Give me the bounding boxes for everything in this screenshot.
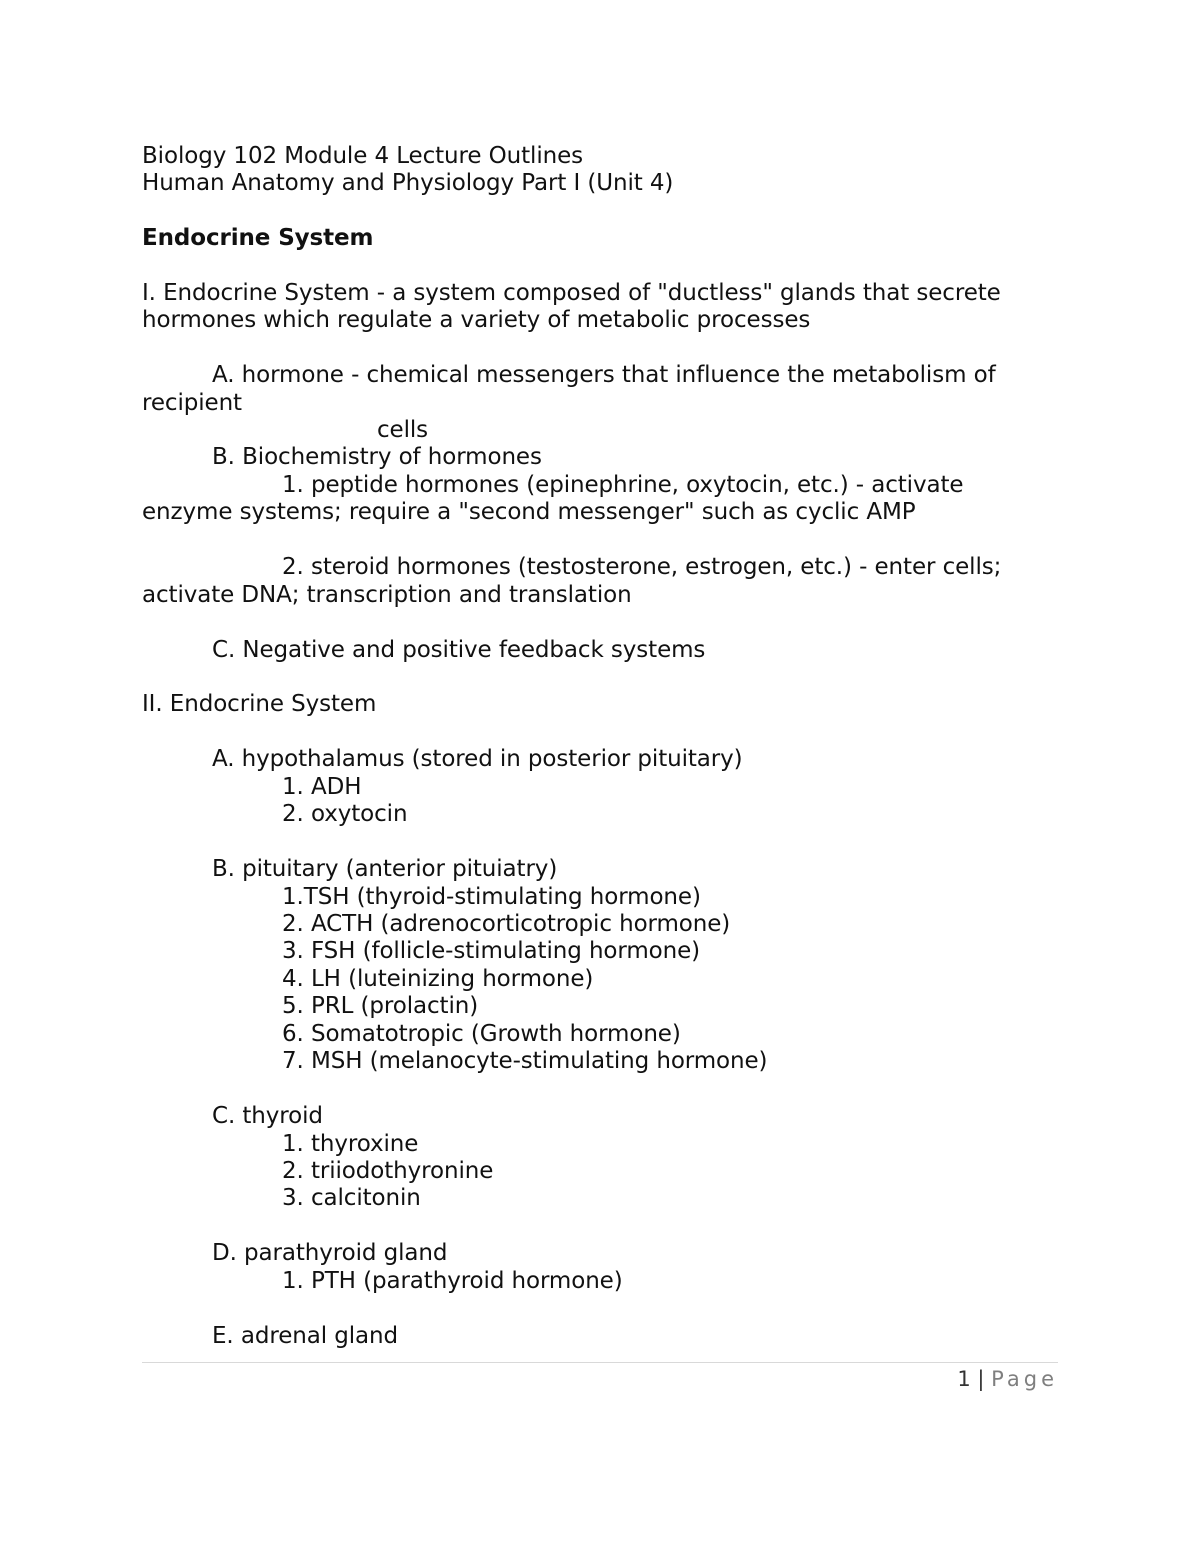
outline-line: I. Endocrine System - a system composed of "ductless" glands that secrete bbox=[142, 280, 1001, 306]
outline-line: hormones which regulate a variety of metabolic processes bbox=[142, 307, 811, 333]
outline-line: enzyme systems; require a "second messenger" such as cyclic AMP bbox=[142, 499, 916, 525]
outline-line: C. Negative and positive feedback systems bbox=[212, 637, 706, 663]
page-number: 1 bbox=[957, 1367, 971, 1391]
page-label: Page bbox=[991, 1367, 1058, 1391]
outline-line: A. hormone - chemical messengers that influence the metabolism of bbox=[212, 362, 996, 388]
outline-line: E. adrenal gland bbox=[212, 1323, 398, 1349]
outline-line: 3. FSH (follicle-stimulating hormone) bbox=[282, 938, 701, 964]
outline-line: 2. ACTH (adrenocorticotropic hormone) bbox=[282, 911, 731, 937]
outline-line: 4. LH (luteinizing hormone) bbox=[282, 966, 594, 992]
outline-line: activate DNA; transcription and translation bbox=[142, 582, 632, 608]
outline-line: recipient bbox=[142, 390, 242, 416]
outline-line: A. hypothalamus (stored in posterior pituitary) bbox=[212, 746, 743, 772]
document-subtitle: Human Anatomy and Physiology Part I (Unit 4) bbox=[142, 170, 674, 196]
outline-line: 2. triiodothyronine bbox=[282, 1158, 494, 1184]
outline-line: 1. thyroxine bbox=[282, 1131, 419, 1157]
outline-line: B. Biochemistry of hormones bbox=[212, 444, 542, 470]
outline-line: 2. steroid hormones (testosterone, estrogen, etc.) - enter cells; bbox=[282, 554, 1002, 580]
outline-line: 3. calcitonin bbox=[282, 1185, 421, 1211]
outline-line: 6. Somatotropic (Growth hormone) bbox=[282, 1021, 681, 1047]
page-footer bbox=[957, 1366, 1058, 1392]
page-separator: | bbox=[970, 1367, 992, 1391]
footer-divider bbox=[142, 1362, 1058, 1363]
outline-line: B. pituitary (anterior pituiatry) bbox=[212, 856, 558, 882]
outline-line: 2. oxytocin bbox=[282, 801, 408, 827]
outline-line: C. thyroid bbox=[212, 1103, 323, 1129]
document-title: Biology 102 Module 4 Lecture Outlines bbox=[142, 143, 584, 169]
outline-line: 1. PTH (parathyroid hormone) bbox=[282, 1268, 623, 1294]
outline-line: 1.TSH (thyroid-stimulating hormone) bbox=[282, 884, 701, 910]
outline-line: 1. peptide hormones (epinephrine, oxytocin, etc.) - activate bbox=[282, 472, 964, 498]
outline-line: cells bbox=[377, 417, 429, 443]
outline-line: 5. PRL (prolactin) bbox=[282, 993, 479, 1019]
outline-line: II. Endocrine System bbox=[142, 691, 377, 717]
outline-line: 1. ADH bbox=[282, 774, 362, 800]
outline-line: D. parathyroid gland bbox=[212, 1240, 448, 1266]
outline-line: 7. MSH (melanocyte-stimulating hormone) bbox=[282, 1048, 768, 1074]
section-heading: Endocrine System bbox=[142, 225, 374, 251]
